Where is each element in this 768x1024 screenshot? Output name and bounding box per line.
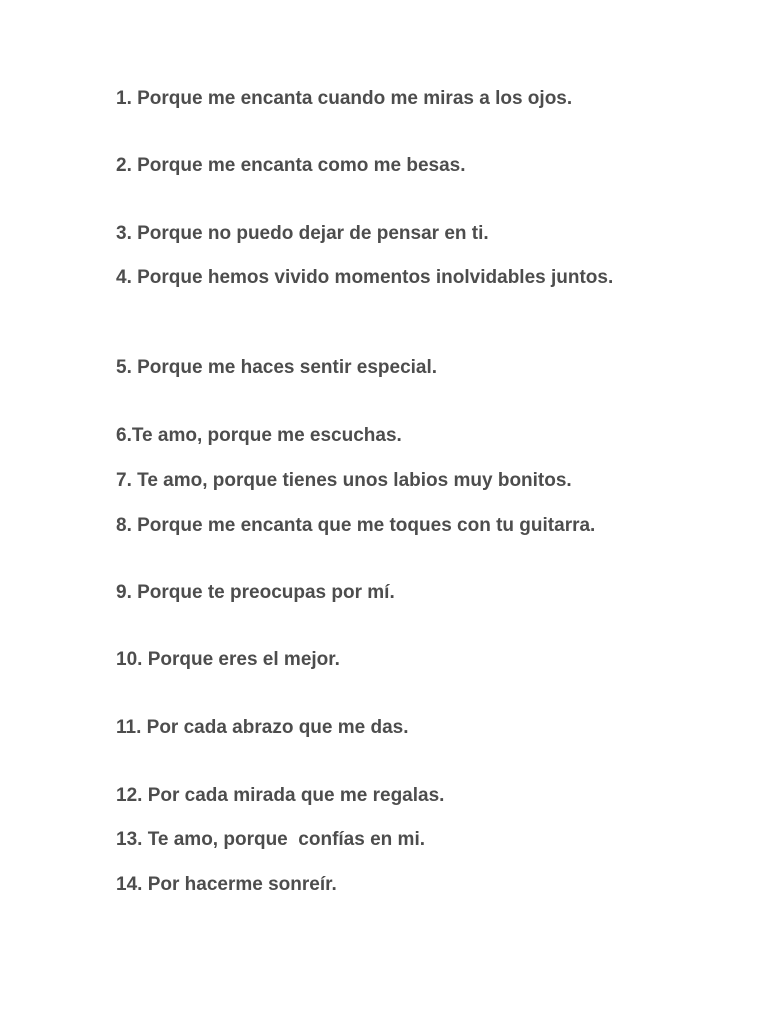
list-item: 3. Porque no puedo dejar de pensar en ti. bbox=[116, 223, 489, 244]
list-item: 10. Porque eres el mejor. bbox=[116, 649, 340, 670]
list-item: 14. Por hacerme sonreír. bbox=[116, 874, 337, 895]
list-item: 5. Porque me haces sentir especial. bbox=[116, 357, 438, 378]
list-item: 1. Porque me encanta cuando me miras a los ojos. bbox=[116, 88, 573, 109]
list-item: 6.Te amo, porque me escuchas. bbox=[116, 425, 402, 446]
list-item: 8. Porque me encanta que me toques con tu guitarra. bbox=[116, 515, 596, 536]
list-item: 13. Te amo, porque confías en mi. bbox=[116, 829, 426, 850]
list-item: 12. Por cada mirada que me regalas. bbox=[116, 785, 445, 806]
list-item: 11. Por cada abrazo que me das. bbox=[116, 717, 409, 738]
list-item: 2. Porque me encanta como me besas. bbox=[116, 155, 466, 176]
list-item: 9. Porque te preocupas por mí. bbox=[116, 582, 395, 603]
list-item: 7. Te amo, porque tienes unos labios muy bonitos. bbox=[116, 470, 572, 491]
list-item: 4. Porque hemos vivido momentos inolvidables juntos. bbox=[116, 267, 614, 288]
